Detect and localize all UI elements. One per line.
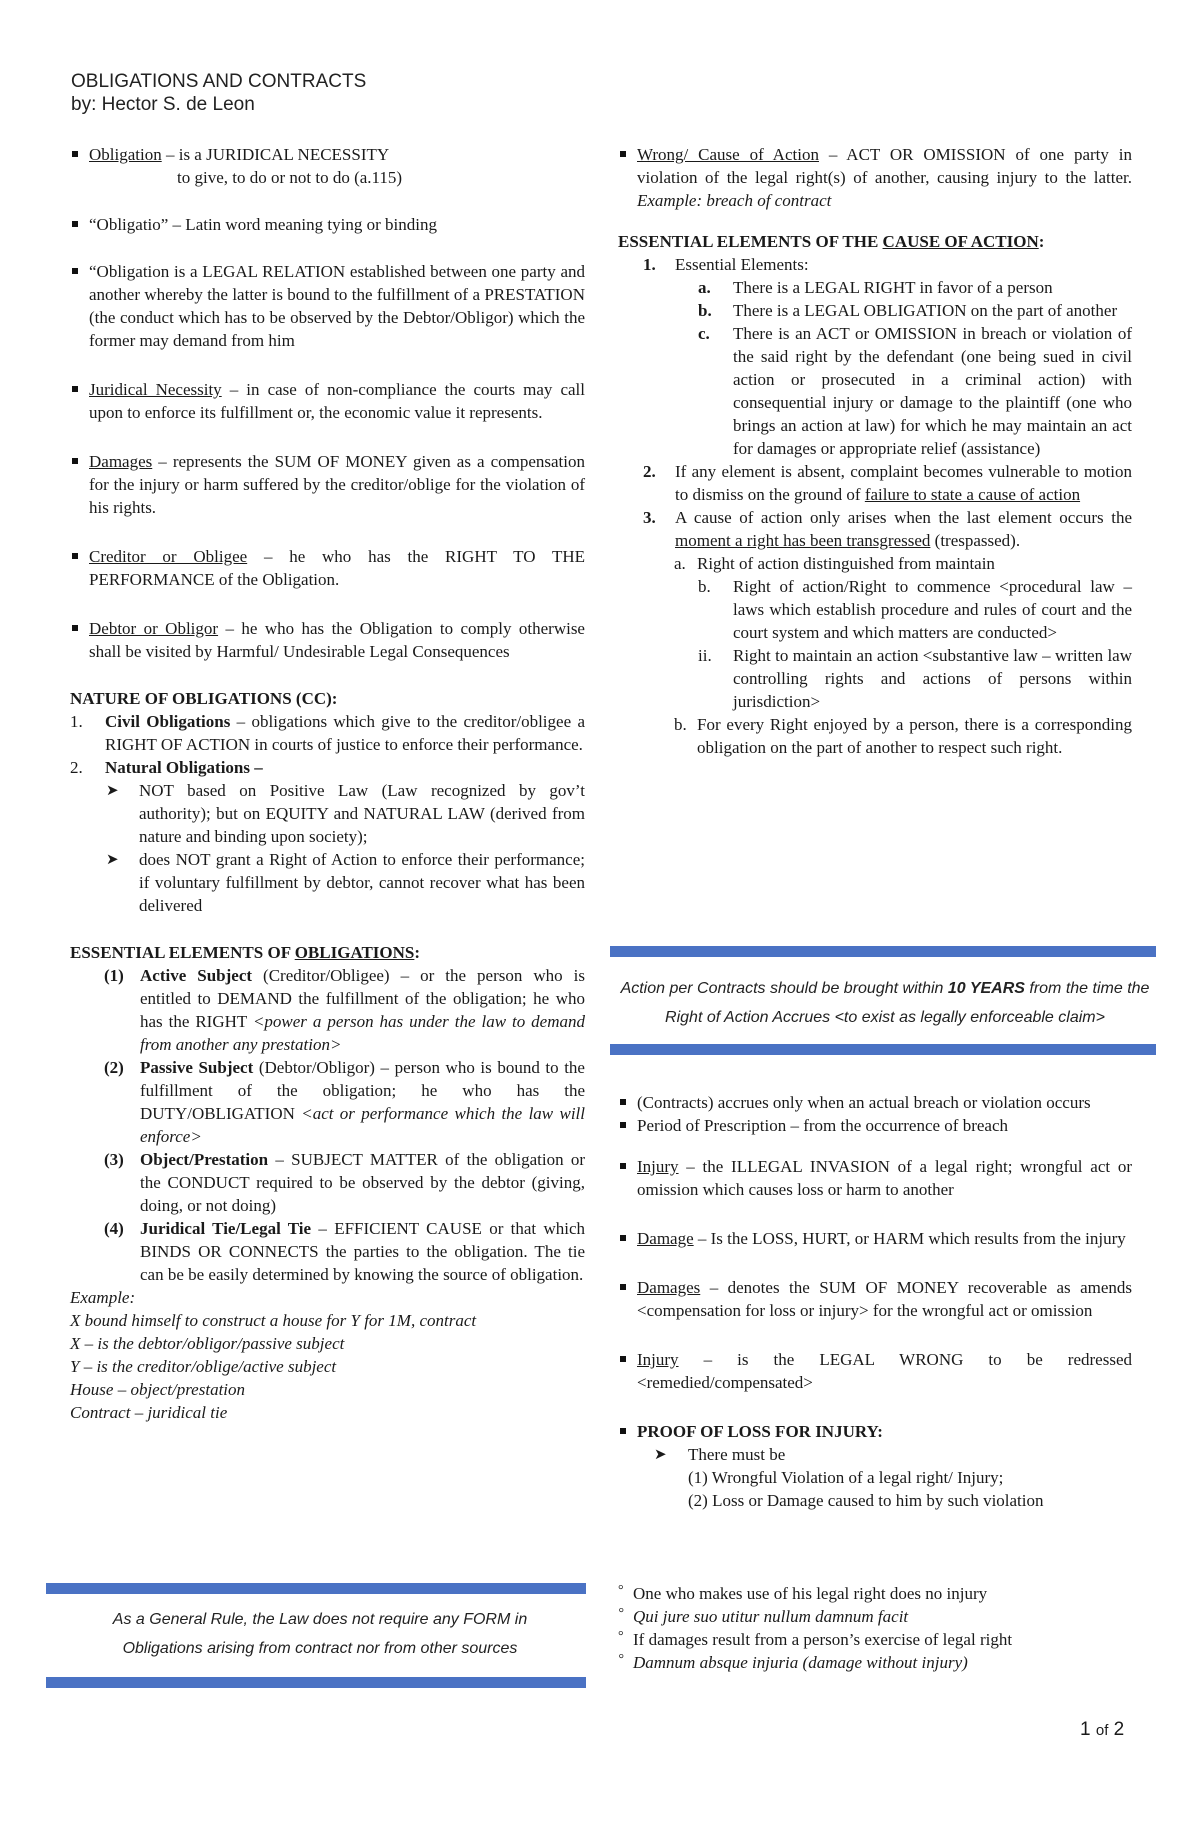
element-passive-subject: (2) Passive Subject (Debtor/Obligor) – person who is bound to the fulfillment of the obligation; he who has the DUTY/OBLIGATION <act or performance which the law will enforce>: [104, 1058, 585, 1146]
bullet-damage: Damage – Is the LOSS, HURT, or HARM which results from the injury: [618, 1227, 1132, 1250]
footnote: ° Damnum absque injuria (damage without injury): [618, 1651, 1132, 1674]
document-header: [71, 70, 366, 116]
left-column: [70, 143, 585, 1424]
bullet-legal-relation: “Obligation is a LEGAL RELATION established between one party and another whereby the latter is bound to the fulfillment of a PRESTATION (the conduct which has to be observed by the Debtor/Obligor) which the former may demand from him: [70, 260, 585, 352]
example-line: X bound himself to construct a house for Y for 1M, contract: [70, 1311, 477, 1330]
coa-subitem-a: a. There is a LEGAL RIGHT in favor of a person: [698, 278, 1053, 297]
coa-item-3: 3. A cause of action only arises when the last element occurs the moment a right has been transgressed (trespassed).: [643, 508, 1132, 550]
footnote: ° If damages result from a person’s exercise of legal right: [618, 1628, 1132, 1651]
bullet-juridical-necessity: Juridical Necessity – in case of non-compliance the courts may call upon to enforce its fulfillment or, the economic value it represents.: [70, 378, 585, 424]
right-lower-column: [618, 1091, 1132, 1512]
essential-elements-heading: ESSENTIAL ELEMENTS OF OBLIGATIONS:: [70, 943, 421, 962]
bullet-injury: Injury – the ILLEGAL INVASION of a legal right; wrongful act or omission which causes loss or harm to another: [618, 1155, 1132, 1201]
bullet-damages: Damages – represents the SUM OF MONEY given as a compensation for the injury or harm suffered by the creditor/oblige for the violation of his rights.: [70, 450, 585, 519]
example-line: X – is the debtor/obligor/passive subject: [70, 1334, 345, 1353]
proof-of-loss-heading: PROOF OF LOSS FOR INJURY:: [618, 1420, 1132, 1443]
element-object-prestation: (3) Object/Prestation – SUBJECT MATTER of the obligation or the CONDUCT required to be observed by the debtor (giving, doing, or not doing): [104, 1150, 585, 1215]
obligation-definition-line: to give, to do or not to do (a.115): [177, 168, 403, 187]
element-active-subject: (1) Active Subject (Creditor/Obligee) – or the person who is entitled to DEMAND the fulfillment of the obligation; he who has the RIGHT <power a person has under the law to demand from another any prestation>: [104, 966, 585, 1054]
callout-bar-top: [46, 1583, 586, 1594]
example-block: [70, 1286, 585, 1424]
document-title: OBLIGATIONS AND CONTRACTS: [71, 71, 367, 92]
coa-item-3b2: b. For every Right enjoyed by a person, there is a corresponding obligation on the part of another to respect such right.: [674, 715, 1132, 757]
coa-subitem-c: c. There is an ACT or OMISSION in breach or violation of the said right by the defendant (one being sued in civil action or prosecuted in a criminal action) with consequential injury or damage to the plaintiff (one who brings an action at law) for which he may maintain an act for damages or appropriate relief (assistance): [698, 324, 1132, 458]
natural-point-1: ➤ NOT based on Positive Law (Law recognized by gov’t authority); but on EQUITY and NATURAL LAW (derived from nature and binding upon society);: [106, 781, 585, 846]
element-juridical-tie: (4) Juridical Tie/Legal Tie – EFFICIENT CAUSE or that which BINDS OR CONNECTS the parties to the obligation. The tie can be be easily determined by knowing the source of obligation.: [104, 1219, 585, 1284]
footnote: ° One who makes use of his legal right does no injury: [618, 1582, 1132, 1605]
nature-heading: NATURE OF OBLIGATIONS (CC):: [70, 689, 338, 708]
bullet-debtor: Debtor or Obligor – he who has the Obligation to comply otherwise shall be visited by Harmful/ Undesirable Legal Consequences: [70, 617, 585, 663]
coa-subitem-b: b. There is a LEGAL OBLIGATION on the part of another: [698, 301, 1118, 320]
coa-item-3a: a. Right of action distinguished from maintain: [674, 554, 995, 573]
nature-item-civil: 1. Civil Obligations – obligations which give to the creditor/obligee a RIGHT OF ACTION in courts of justice to enforce their performance.: [70, 712, 585, 754]
ten-years-bar-bottom: [610, 1044, 1156, 1055]
document-author: by: Hector S. de Leon: [71, 94, 255, 115]
arrow-icon: ➤: [654, 1445, 667, 1463]
coa-item-2: 2. If any element is absent, complaint becomes vulnerable to motion to dismiss on the ground of failure to state a cause of action: [643, 462, 1132, 504]
bullet-obligatio: “Obligatio” – Latin word meaning tying or binding: [70, 213, 585, 236]
bullet-prescription: Period of Prescription – from the occurrence of breach: [618, 1114, 1132, 1137]
coa-item-3b: b. Right of action/Right to commence <procedural law – laws which establish procedure and rules of court and the court system and which matters are conducted>: [698, 577, 1132, 642]
bullet-accrues: (Contracts) accrues only when an actual breach or violation occurs: [618, 1091, 1132, 1114]
ten-years-callout: Action per Contracts should be brought within 10 YEARS from the time the Right of Action Accrues <to exist as legally enforceable claim>: [620, 980, 1150, 1026]
bullet-obligation: Obligation – is a JURIDICAL NECESSITY: [70, 143, 585, 166]
natural-point-2: ➤ does NOT grant a Right of Action to enforce their performance; if voluntary fulfillment by debtor, cannot recover what has been delivered: [106, 850, 585, 915]
bullet-cause-of-action: Wrong/ Cause of Action – ACT OR OMISSION of one party in violation of the legal right(s) of another, causing injury to the latter. Example: breach of contract: [618, 143, 1132, 212]
proof-item-1: (1) Wrongful Violation of a legal right/ Injury;: [688, 1468, 1004, 1487]
proof-point: ➤ There must be: [654, 1445, 786, 1464]
example-line: Y – is the creditor/oblige/active subject: [70, 1357, 337, 1376]
example-line: Example:: [70, 1288, 136, 1307]
coa-item-3ii: ii. Right to maintain an action <substantive law – written law controlling rights and actions of persons within jurisdiction>: [698, 646, 1132, 711]
example-line: House – object/prestation: [70, 1380, 246, 1399]
right-column: [618, 143, 1132, 759]
bullet-injury-legal-wrong: Injury – is the LEGAL WRONG to be redressed <remedied/compensated>: [618, 1348, 1132, 1394]
callout-bar-bottom: [46, 1677, 586, 1688]
bullet-damages-right: Damages – denotes the SUM OF MONEY recoverable as amends <compensation for loss or injury> for the wrongful act or omission: [618, 1276, 1132, 1322]
general-rule-callout: As a General Rule, the Law does not require any FORM in Obligations arising from contract nor from other sources: [112, 1611, 528, 1657]
footnote: ° Qui jure suo utitur nullum damnum facit: [618, 1605, 1132, 1628]
arrow-icon: ➤: [106, 850, 119, 868]
coa-item-1: 1. Essential Elements:: [643, 255, 809, 274]
footnotes: [618, 1582, 1132, 1674]
nature-item-natural: 2. Natural Obligations –: [70, 758, 263, 777]
cause-of-action-heading: ESSENTIAL ELEMENTS OF THE CAUSE OF ACTION:: [618, 232, 1045, 251]
ten-years-bar-top: [610, 946, 1156, 957]
proof-item-2: (2) Loss or Damage caused to him by such violation: [688, 1491, 1044, 1510]
arrow-icon: ➤: [106, 781, 119, 799]
bullet-creditor: Creditor or Obligee – he who has the RIGHT TO THE PERFORMANCE of the Obligation.: [70, 545, 585, 591]
page-number: 1 of 2: [1080, 1719, 1125, 1740]
example-line: Contract – juridical tie: [70, 1403, 228, 1422]
